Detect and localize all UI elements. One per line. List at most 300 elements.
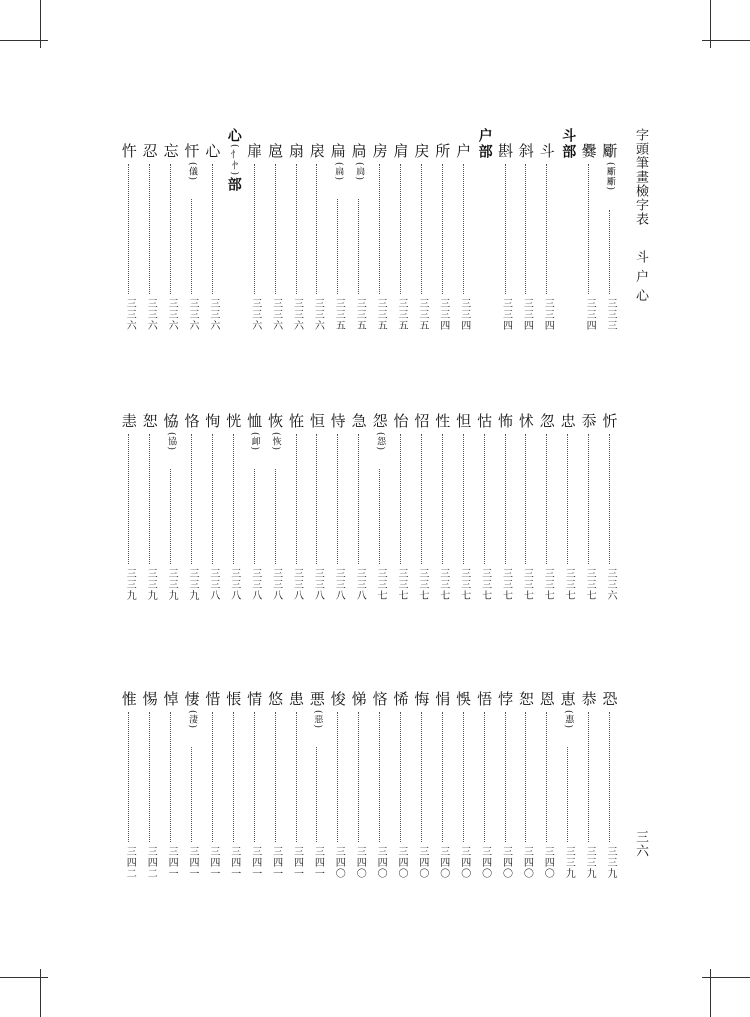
entry-page-number: 三三四 bbox=[458, 298, 470, 331]
entry-page-number: 三三六 bbox=[312, 298, 324, 331]
index-entry bbox=[537, 690, 557, 890]
entry-page-number: 三三四 bbox=[542, 298, 554, 331]
entry-page-number: 三三四 bbox=[584, 298, 596, 331]
entry-page-number: 三三五 bbox=[375, 298, 387, 331]
index-entry bbox=[287, 690, 307, 890]
leader-dots bbox=[588, 434, 589, 564]
entry-character: 惟 bbox=[121, 690, 137, 708]
index-entry bbox=[140, 412, 160, 612]
index-entry bbox=[600, 690, 620, 890]
leader-dots bbox=[316, 747, 317, 842]
radical-heading bbox=[223, 128, 245, 193]
entry-page-number: 三三五 bbox=[354, 298, 366, 331]
page-number: 三六 bbox=[633, 830, 648, 858]
entry-character: 惕 bbox=[142, 690, 158, 708]
entry-page-number: 三三七 bbox=[416, 568, 428, 601]
entry-page-number: 三三六 bbox=[145, 298, 157, 331]
leader-dots bbox=[316, 434, 317, 564]
entry-character: 扃 bbox=[351, 142, 367, 160]
index-entry bbox=[161, 142, 181, 342]
index-entry bbox=[516, 412, 536, 612]
index-entry bbox=[119, 142, 139, 342]
entry-page-number: 三四一 bbox=[187, 846, 198, 879]
entry-page-number: 三三七 bbox=[542, 568, 554, 601]
crop-mark bbox=[702, 40, 750, 41]
leader-dots bbox=[275, 469, 276, 564]
entry-page-number: 三三七 bbox=[500, 568, 512, 601]
entry-character: 恃 bbox=[330, 412, 346, 430]
index-entry bbox=[454, 690, 474, 890]
entry-character: 恩 bbox=[539, 690, 555, 708]
leader-dots bbox=[149, 712, 150, 842]
index-entry bbox=[579, 690, 599, 890]
index-entry bbox=[516, 690, 536, 890]
index-entry bbox=[412, 412, 432, 612]
entry-page-number: 三三八 bbox=[333, 568, 345, 601]
leader-dots bbox=[379, 469, 380, 564]
entry-character: 恠 bbox=[288, 412, 304, 430]
index-entry bbox=[328, 142, 348, 342]
leader-dots bbox=[525, 434, 526, 564]
entry-page-number: 三四一 bbox=[207, 846, 219, 879]
index-entry bbox=[266, 412, 286, 612]
index-entry bbox=[328, 690, 348, 890]
radical-label: 部 bbox=[225, 177, 242, 194]
entry-character: 怵 bbox=[518, 412, 534, 430]
leader-dots bbox=[588, 164, 589, 294]
radical-label: 心 bbox=[225, 128, 242, 144]
entry-page-number: 三三四 bbox=[500, 298, 512, 331]
leader-dots bbox=[254, 712, 255, 842]
entry-character: 斟 bbox=[497, 142, 513, 160]
leader-dots bbox=[525, 164, 526, 294]
index-entry bbox=[516, 142, 536, 342]
entry-character: 扇 bbox=[288, 142, 304, 160]
leader-dots bbox=[484, 712, 485, 842]
index-entry bbox=[496, 690, 516, 890]
leader-dots bbox=[484, 434, 485, 564]
crop-mark bbox=[0, 40, 48, 41]
index-entry bbox=[579, 412, 599, 612]
entry-page-number: 三三八 bbox=[291, 568, 303, 601]
entry-page-number: 三四一 bbox=[270, 846, 282, 879]
entry-character: 恂 bbox=[205, 412, 221, 430]
index-entry bbox=[182, 142, 202, 342]
leader-dots bbox=[588, 712, 589, 842]
leader-dots bbox=[546, 164, 547, 294]
entry-character: 悋 bbox=[372, 690, 388, 708]
leader-dots bbox=[212, 712, 213, 842]
entry-page-number: 三三八 bbox=[249, 568, 261, 601]
entry-page-number: 三四二 bbox=[124, 846, 136, 879]
entry-character: 斗 bbox=[539, 142, 555, 160]
entry-variant: (惡) bbox=[312, 710, 323, 730]
entry-page-number: 三四一 bbox=[166, 846, 178, 879]
entry-character: 扈 bbox=[268, 142, 284, 160]
entry-character: 爨 bbox=[581, 142, 597, 160]
entry-page-number: 三三五 bbox=[333, 298, 345, 331]
leader-dots bbox=[421, 434, 422, 564]
index-entry bbox=[245, 690, 265, 890]
entry-page-number: 三三七 bbox=[396, 568, 407, 601]
entry-character: 戻 bbox=[414, 142, 430, 160]
index-entry bbox=[287, 142, 307, 342]
leader-dots bbox=[212, 164, 213, 294]
entry-page-number: 三三七 bbox=[375, 568, 387, 601]
entry-character: 忝 bbox=[581, 412, 597, 430]
index-entry bbox=[182, 690, 202, 890]
entry-character: 悟 bbox=[477, 690, 493, 708]
index-entry bbox=[391, 142, 411, 342]
entry-character: 悵 bbox=[226, 690, 242, 708]
leader-dots bbox=[525, 712, 526, 842]
entry-page-number: 三三五 bbox=[416, 298, 428, 331]
entry-character: 悛 bbox=[330, 690, 346, 708]
entry-character: 恚 bbox=[121, 412, 137, 430]
entry-variant: (扃) bbox=[354, 162, 365, 182]
leader-dots bbox=[609, 210, 610, 294]
entry-page-number: 三三五 bbox=[396, 298, 407, 331]
index-entry bbox=[433, 142, 453, 342]
index-entry bbox=[558, 412, 578, 612]
entry-variant: (斸斸) bbox=[605, 162, 615, 192]
leader-dots bbox=[442, 712, 443, 842]
entry-character: 忽 bbox=[539, 412, 555, 430]
entry-character: 恭 bbox=[581, 690, 597, 708]
entry-variant: (惠) bbox=[563, 710, 574, 730]
index-entry bbox=[203, 690, 223, 890]
index-entry bbox=[496, 412, 516, 612]
entry-character: 忤 bbox=[121, 142, 137, 160]
entry-character: 悪 bbox=[309, 690, 325, 708]
index-entry bbox=[328, 412, 348, 612]
entry-character: 恪 bbox=[184, 412, 200, 430]
leader-dots bbox=[275, 164, 276, 294]
index-entry bbox=[600, 412, 620, 612]
leader-dots bbox=[170, 164, 171, 294]
entry-page-number: 三三八 bbox=[354, 568, 366, 601]
entry-page-number: 三四一 bbox=[291, 846, 303, 879]
entry-variant: (扁) bbox=[333, 162, 344, 182]
leader-dots bbox=[400, 164, 401, 294]
entry-page-number: 三三六 bbox=[166, 298, 178, 331]
index-entry bbox=[370, 412, 390, 612]
leader-dots bbox=[170, 712, 171, 842]
index-entry bbox=[600, 142, 620, 342]
entry-page-number: 三四〇 bbox=[354, 846, 366, 879]
index-entry bbox=[266, 142, 286, 342]
entry-character: 扆 bbox=[309, 142, 325, 160]
entry-page-number: 三三九 bbox=[563, 846, 575, 879]
entry-character: 怖 bbox=[497, 412, 513, 430]
entry-character: 悌 bbox=[351, 690, 367, 708]
leader-dots bbox=[128, 434, 129, 564]
index-entry bbox=[579, 142, 599, 342]
index-entry bbox=[161, 690, 181, 890]
leader-dots bbox=[442, 164, 443, 294]
entry-character: 悞 bbox=[456, 690, 472, 708]
index-entry bbox=[475, 412, 495, 612]
entry-character: 恢 bbox=[268, 412, 284, 430]
leader-dots bbox=[505, 164, 506, 294]
entry-character: 怛 bbox=[456, 412, 472, 430]
leader-dots bbox=[191, 199, 192, 294]
entry-character: 恕 bbox=[518, 690, 534, 708]
radical-heading bbox=[474, 128, 496, 160]
entry-page-number: 三四〇 bbox=[416, 846, 428, 879]
leader-dots bbox=[254, 469, 255, 564]
leader-dots bbox=[316, 164, 317, 294]
entry-character: 性 bbox=[435, 412, 451, 430]
entry-page-number: 三三九 bbox=[166, 568, 178, 601]
index-entry bbox=[203, 412, 223, 612]
entry-character: 斜 bbox=[518, 142, 534, 160]
leader-dots bbox=[337, 199, 338, 294]
leader-dots bbox=[296, 434, 297, 564]
entry-page-number: 三三八 bbox=[312, 568, 324, 601]
leader-dots bbox=[358, 712, 359, 842]
leader-dots bbox=[296, 712, 297, 842]
index-entry bbox=[307, 690, 327, 890]
leader-dots bbox=[546, 712, 547, 842]
entry-page-number: 三三四 bbox=[437, 298, 449, 331]
leader-dots bbox=[337, 712, 338, 842]
leader-dots bbox=[170, 469, 171, 564]
entry-character: 肩 bbox=[393, 142, 409, 160]
entry-page-number: 三四〇 bbox=[333, 846, 345, 879]
leader-dots bbox=[442, 434, 443, 564]
leader-dots bbox=[609, 712, 610, 842]
crop-mark bbox=[702, 977, 750, 978]
leader-dots bbox=[358, 434, 359, 564]
entry-character: 悕 bbox=[393, 690, 409, 708]
entry-character: 斸 bbox=[602, 142, 618, 160]
entry-page-number: 三四〇 bbox=[521, 846, 533, 879]
entry-page-number: 三三六 bbox=[207, 298, 219, 331]
entry-page-number: 三四〇 bbox=[542, 846, 554, 879]
index-entry bbox=[224, 690, 244, 890]
entry-page-number: 三四〇 bbox=[500, 846, 512, 879]
entry-variant: (卹) bbox=[249, 432, 260, 452]
entry-character: 户 bbox=[456, 142, 472, 160]
entry-character: 恊 bbox=[163, 412, 179, 430]
entry-variant: (協) bbox=[166, 432, 177, 452]
leader-dots bbox=[567, 434, 568, 564]
entry-page-number: 三三六 bbox=[605, 568, 616, 601]
radical-heading bbox=[557, 128, 579, 160]
entry-character: 悁 bbox=[435, 690, 451, 708]
entry-page-number: 三四〇 bbox=[375, 846, 387, 879]
entry-page-number: 三四〇 bbox=[396, 846, 407, 879]
entry-character: 扉 bbox=[247, 142, 263, 160]
leader-dots bbox=[400, 434, 401, 564]
index-entry bbox=[370, 142, 390, 342]
index-entry bbox=[454, 142, 474, 342]
index-entry bbox=[140, 690, 160, 890]
entry-page-number: 三三六 bbox=[291, 298, 303, 331]
index-entry bbox=[182, 412, 202, 612]
entry-variant: (恢) bbox=[270, 432, 281, 452]
entry-character: 悠 bbox=[268, 690, 284, 708]
index-entry bbox=[558, 690, 578, 890]
entry-page-number: 三三四 bbox=[521, 298, 533, 331]
leader-dots bbox=[546, 434, 547, 564]
leader-dots bbox=[212, 434, 213, 564]
index-entry bbox=[391, 690, 411, 890]
entry-character: 悖 bbox=[497, 690, 513, 708]
entry-page-number: 三四一 bbox=[228, 846, 240, 879]
leader-dots bbox=[149, 164, 150, 294]
leader-dots bbox=[421, 164, 422, 294]
leader-dots bbox=[128, 712, 129, 842]
index-section-bottom bbox=[0, 690, 750, 890]
index-entry bbox=[307, 142, 327, 342]
entry-page-number: 三三七 bbox=[521, 568, 533, 601]
entry-character: 恍 bbox=[226, 412, 242, 430]
entry-character: 怙 bbox=[477, 412, 493, 430]
index-entry bbox=[245, 412, 265, 612]
entry-page-number: 三三七 bbox=[479, 568, 491, 601]
entry-character: 悔 bbox=[414, 690, 430, 708]
leader-dots bbox=[463, 164, 464, 294]
entry-page-number: 三四〇 bbox=[479, 846, 491, 879]
entry-character: 急 bbox=[351, 412, 367, 430]
index-entry bbox=[433, 690, 453, 890]
entry-page-number: 三四一 bbox=[249, 846, 261, 879]
entry-page-number: 三三九 bbox=[584, 846, 596, 879]
crop-mark bbox=[0, 977, 48, 978]
index-section-top bbox=[0, 128, 750, 342]
entry-character: 房 bbox=[372, 142, 388, 160]
entry-character: 扁 bbox=[330, 142, 346, 160]
entry-page-number: 三三九 bbox=[187, 568, 198, 601]
index-entry bbox=[496, 142, 516, 342]
index-entry bbox=[349, 690, 369, 890]
entry-character: 怊 bbox=[414, 412, 430, 430]
entry-character: 恐 bbox=[602, 690, 618, 708]
leader-dots bbox=[149, 434, 150, 564]
index-entry bbox=[203, 142, 223, 342]
entry-character: 忘 bbox=[163, 142, 179, 160]
entry-page-number: 三三九 bbox=[124, 568, 136, 601]
entry-character: 悽 bbox=[184, 690, 200, 708]
radical-variant: (忄㣺) bbox=[228, 144, 239, 178]
leader-dots bbox=[505, 434, 506, 564]
entry-page-number: 三四〇 bbox=[437, 846, 449, 879]
index-section-middle bbox=[0, 412, 750, 612]
entry-character: 所 bbox=[435, 142, 451, 160]
entry-variant: (儀) bbox=[187, 162, 197, 182]
leader-dots bbox=[191, 434, 192, 564]
leader-dots bbox=[128, 164, 129, 294]
entry-page-number: 三三八 bbox=[228, 568, 240, 601]
index-entry bbox=[412, 142, 432, 342]
entry-character: 忓 bbox=[184, 142, 200, 160]
index-entry bbox=[475, 690, 495, 890]
index-entry bbox=[433, 412, 453, 612]
index-entry bbox=[119, 412, 139, 612]
index-entry bbox=[266, 690, 286, 890]
entry-character: 忠 bbox=[560, 412, 576, 430]
index-entry bbox=[412, 690, 432, 890]
header-radicals: 斗 户 心 bbox=[633, 250, 648, 303]
entry-character: 惜 bbox=[205, 690, 221, 708]
entry-page-number: 三三八 bbox=[207, 568, 219, 601]
entry-page-number: 三三六 bbox=[249, 298, 261, 331]
entry-page-number: 三三七 bbox=[563, 568, 575, 601]
leader-dots bbox=[296, 164, 297, 294]
leader-dots bbox=[421, 712, 422, 842]
entry-page-number: 三三七 bbox=[584, 568, 596, 601]
entry-character: 心 bbox=[205, 142, 221, 160]
entry-variant: (淒) bbox=[187, 710, 197, 730]
leader-dots bbox=[400, 712, 401, 842]
index-entry bbox=[140, 142, 160, 342]
entry-page-number: 三三九 bbox=[145, 568, 157, 601]
entry-character: 患 bbox=[288, 690, 304, 708]
entry-page-number: 三四一 bbox=[312, 846, 324, 879]
index-entry bbox=[391, 412, 411, 612]
index-entry bbox=[454, 412, 474, 612]
entry-character: 恒 bbox=[309, 412, 325, 430]
entry-variant: (怨) bbox=[375, 432, 386, 452]
entry-character: 忍 bbox=[142, 142, 158, 160]
leader-dots bbox=[358, 199, 359, 294]
leader-dots bbox=[609, 434, 610, 564]
entry-page-number: 三三八 bbox=[270, 568, 282, 601]
leader-dots bbox=[337, 434, 338, 564]
entry-page-number: 三三七 bbox=[458, 568, 470, 601]
entry-character: 情 bbox=[247, 690, 263, 708]
leader-dots bbox=[463, 712, 464, 842]
entry-character: 恤 bbox=[247, 412, 263, 430]
index-entry bbox=[119, 690, 139, 890]
entry-page-number: 三三六 bbox=[124, 298, 136, 331]
leader-dots bbox=[254, 164, 255, 294]
index-entry bbox=[307, 412, 327, 612]
index-entry bbox=[245, 142, 265, 342]
leader-dots bbox=[233, 712, 234, 842]
header-title: 字頭筆畫檢字表 bbox=[633, 128, 648, 226]
entry-page-number: 三三六 bbox=[187, 298, 198, 331]
entry-character: 悼 bbox=[163, 690, 179, 708]
leader-dots bbox=[191, 747, 192, 842]
entry-page-number: 三三九 bbox=[605, 846, 616, 879]
leader-dots bbox=[505, 712, 506, 842]
entry-character: 恵 bbox=[560, 690, 576, 708]
entry-character: 怡 bbox=[393, 412, 409, 430]
leader-dots bbox=[567, 747, 568, 842]
entry-page-number: 三四二 bbox=[145, 846, 157, 879]
entry-character: 恕 bbox=[142, 412, 158, 430]
leader-dots bbox=[379, 164, 380, 294]
leader-dots bbox=[233, 434, 234, 564]
leader-dots bbox=[463, 434, 464, 564]
index-entry bbox=[349, 412, 369, 612]
entry-character: 忻 bbox=[602, 412, 618, 430]
entry-page-number: 三四〇 bbox=[458, 846, 470, 879]
index-entry bbox=[224, 412, 244, 612]
index-entry bbox=[370, 690, 390, 890]
entry-character: 怨 bbox=[372, 412, 388, 430]
radical-label: 斗部 bbox=[560, 128, 577, 160]
entry-page-number: 三三六 bbox=[270, 298, 282, 331]
index-entry bbox=[287, 412, 307, 612]
entry-page-number: 三三三 bbox=[605, 298, 616, 331]
index-entry bbox=[537, 142, 557, 342]
index-entry bbox=[161, 412, 181, 612]
entry-page-number: 三三七 bbox=[437, 568, 449, 601]
